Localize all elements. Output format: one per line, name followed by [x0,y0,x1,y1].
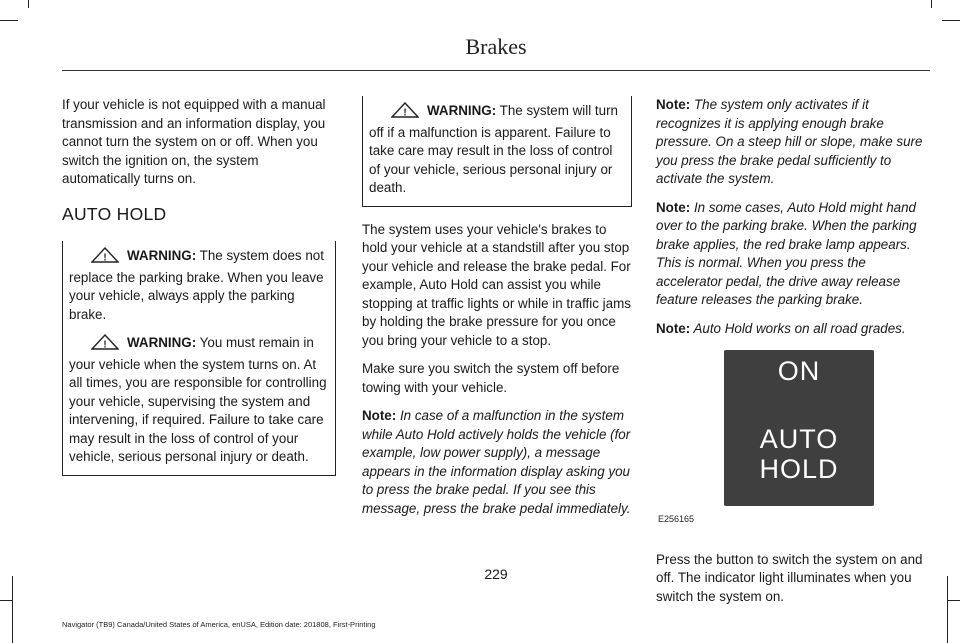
note-label: Note: [656,97,691,112]
warning-triangle-icon [391,102,419,124]
note-paragraph [362,407,632,518]
page-title: Brakes [465,34,527,59]
crop-mark [942,20,960,21]
crop-mark [0,20,18,21]
figure-code: E256165 [658,514,695,524]
note-text: In case of a malfunction in the system while Auto Hold actively holds the vehicle (for example, low power supply), a message appears in the information display asking you to press the brake pedal. If you see this message, press the brake pedal immediately. [362,408,631,516]
warning-box [362,96,632,207]
warning-triangle-icon [91,247,119,269]
warning-label: WARNING: [427,103,497,118]
auto-hold-button-image [724,350,874,506]
warning-triangle-icon [91,334,119,356]
warning-item [369,102,625,198]
auto-hold-label [724,424,874,484]
page-number: 229 [484,566,508,582]
note-label: Note: [656,320,691,336]
note-label: Note: [362,408,397,423]
note-label: Note: [656,199,691,215]
warning-text: You must remain in your vehicle when the system turns on. At all times, you are responsible for controlling your vehicle, supervising the system and intervening, if required. Failure to take care may result in the loss of control of your vehicle, serious personal injury or death. [69,335,327,464]
crop-mark [28,0,29,8]
crop-mark [0,600,12,601]
warning-text: The system does not replace the parking brake. When you leave your vehicle, always apply the parking brake. [69,248,324,322]
section-heading: AUTO HOLD [62,203,167,224]
warning-item [69,334,329,467]
intro-paragraph: If your vehicle is not equipped with a manual transmission and an information display, you cannot turn the system on or off. When you switch the ignition on, the system automatically turns on. [62,97,326,186]
note-text: The system only activates if it recognizes it is applying enough brake pressure. On a steep hill or slope, make sure you press the brake pedal sufficiently to activate the system. [656,97,923,186]
crop-mark [947,576,948,643]
column-left [62,96,336,476]
svg-text:!: ! [403,107,407,118]
header-rule [62,70,930,71]
crop-mark [931,0,932,8]
note-paragraph [656,199,926,310]
warning-item [69,247,329,324]
warning-label: WARNING: [127,248,197,263]
column-middle [362,96,632,528]
body-paragraph: Press the button to switch the system on and off. The indicator light illuminates when you switch the system on. [656,551,923,604]
warning-box [62,241,336,476]
warning-text: The system will turn off if a malfunction is apparent. Failure to take care may result in the loss of control of your vehicle, serious personal injury or death. [369,103,618,195]
note-text: Auto Hold works on all road grades. [690,320,906,336]
note-paragraph [656,96,926,189]
edition-footer: Navigator (TB9) Canada/United States of America, enUSA, Edition date: 201808, First-Printing [62,620,376,629]
svg-text:!: ! [103,252,107,263]
note-text: In some cases, Auto Hold might hand over to the parking brake. When the parking brake applies, the red brake lamp appears. This is normal. When you press the accelerator pedal, the drive away release feature releases the parking brake. [656,199,917,307]
on-indicator-label: ON [777,356,821,386]
hold-label: HOLD [759,454,839,484]
warning-label: WARNING: [127,335,197,350]
crop-mark [12,576,13,643]
body-paragraph: Make sure you switch the system off before towing with your vehicle. [362,361,620,395]
body-paragraph: The system uses your vehicle's brakes to hold your vehicle at a standstill after you stop your vehicle and release the brake pedal. For example, Auto Hold can assist you while stopping at traffic lights or while in traffic jams by holding the brake pressure for you once you bring your vehicle to a stop. [362,221,631,348]
crop-mark [948,600,960,601]
auto-label: AUTO [759,424,839,454]
svg-text:!: ! [103,339,107,350]
column-right [656,96,926,616]
note-paragraph [656,320,926,339]
